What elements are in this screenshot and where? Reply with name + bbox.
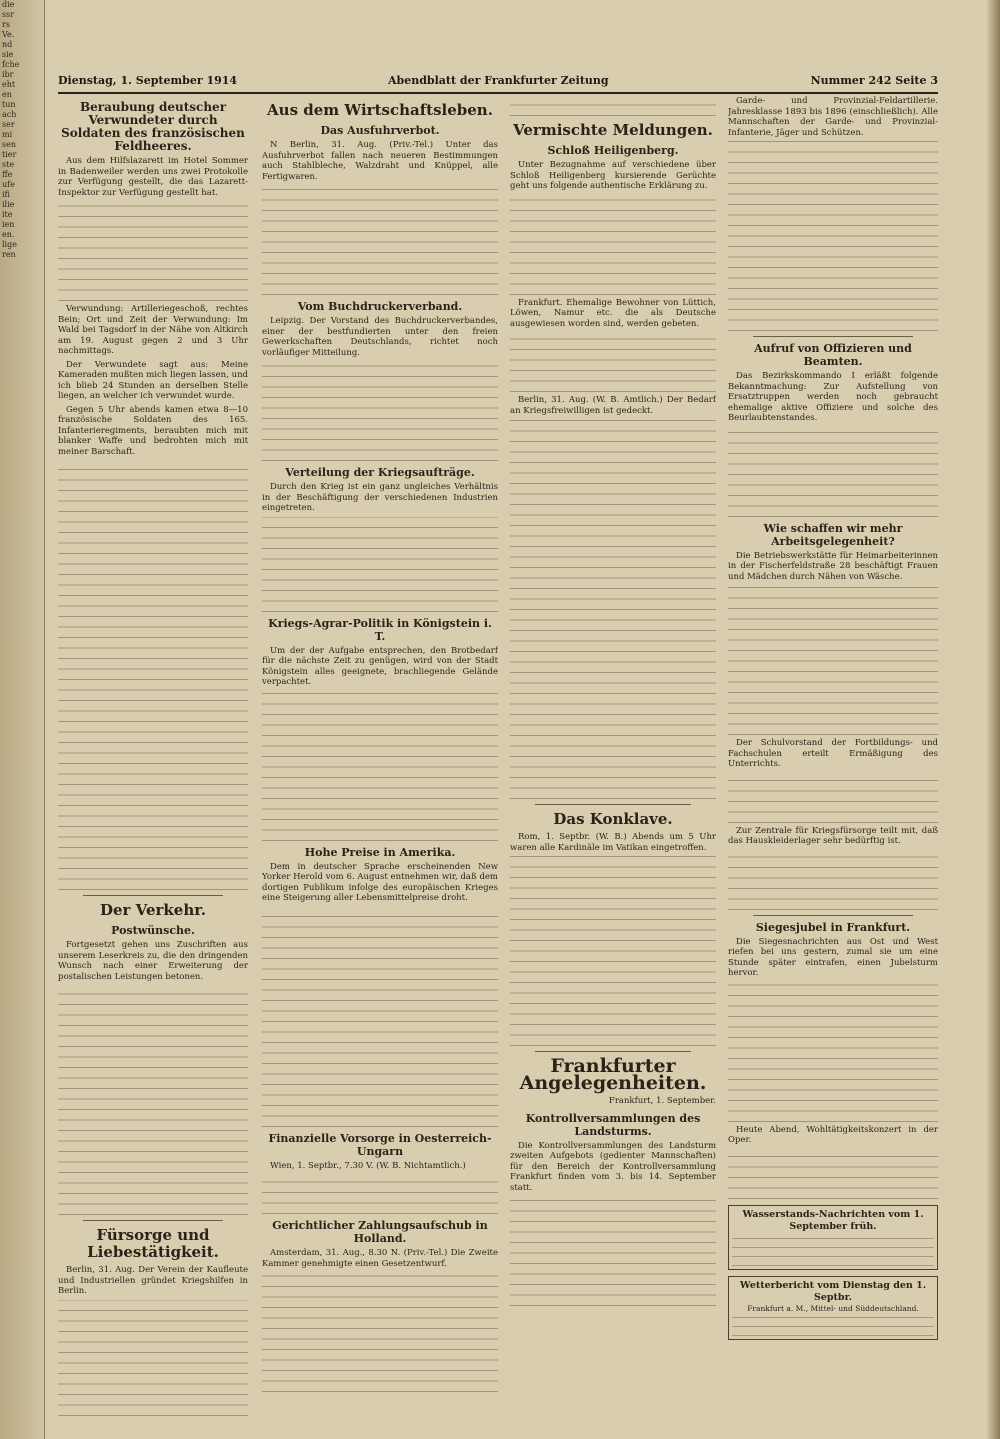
text-block bbox=[728, 427, 938, 517]
article-paragraph: Heute Abend, Wohltätigkeitskonzert in der Oper. bbox=[728, 1124, 938, 1145]
column-2 bbox=[262, 96, 498, 1421]
gutter-fragment: tun bbox=[2, 100, 16, 109]
section-title-frankfurt: Frankfurter Angelegenheiten. bbox=[519, 1055, 707, 1094]
article-paragraph: Das Bezirkskommando I erläßt folgende Bekanntmachung: Zur Aufstellung von Ersatztruppen werden noch gebraucht ehemalige aktive Offiziere und solche des Beurlaubtenstandes. bbox=[728, 371, 938, 423]
page-edge-shadow bbox=[986, 0, 1000, 1439]
section-title-wirtschaft: Aus dem Wirtschaftsleben. bbox=[267, 101, 493, 119]
article-paragraph: Wien, 1. Septbr., 7.30 V. (W. B. Nichtamtlich.) bbox=[270, 1160, 466, 1171]
water-level-title: Wasserstands-Nachrichten vom 1. September früh. bbox=[742, 1208, 924, 1232]
article-paragraph: N Berlin, 31. Aug. (Priv.-Tel.) Unter das Ausfuhrverbot fallen nach neueren Bestimmungen auch Stahlbleche, Walzdraht und Knüppel, alle Fertigwaren. bbox=[262, 140, 498, 182]
text-block bbox=[510, 332, 716, 392]
gutter-fragment: tier bbox=[2, 150, 17, 159]
text-block bbox=[510, 195, 716, 295]
gutter-fragment: ssr bbox=[2, 10, 15, 19]
text-block bbox=[58, 460, 248, 890]
article-paragraph: Fortgesetzt gehen uns Zuschriften aus unserem Leserkreis zu, die den dringenden Wunsch nach einer Erweiterung der postalischen Leistungen betonen. bbox=[58, 940, 248, 982]
subhead-ausfuhrverbot: Das Ausfuhrverbot. bbox=[320, 124, 440, 137]
gutter-fragment: die bbox=[2, 0, 15, 9]
masthead-title: Abendblatt der Frankfurter Zeitung bbox=[388, 74, 609, 87]
section-title-konklave: Das Konklave. bbox=[553, 810, 673, 828]
text-block bbox=[728, 1149, 938, 1199]
column-4 bbox=[728, 96, 938, 1421]
subhead-buchdrucker: Vom Buchdruckerverband. bbox=[297, 300, 463, 313]
subhead-kriegsauftraege: Verteilung der Kriegsaufträge. bbox=[285, 466, 475, 479]
gutter-fragment: fche bbox=[2, 60, 20, 69]
article-paragraph: Leipzig. Der Vorstand des Buchdruckerverbandes, einer der bestfundierten unter den freien Gewerkschaften Deutschlands, richtet noch vorläufiger Mitteilung. bbox=[262, 316, 498, 358]
column-1 bbox=[58, 96, 248, 1421]
text-block bbox=[262, 361, 498, 461]
text-block bbox=[728, 773, 938, 823]
water-level-box bbox=[728, 1205, 938, 1270]
article-paragraph: Zur Zentrale für Kriegsfürsorge teilt mit, daß das Hauskleiderlager sehr bedürftig ist. bbox=[728, 825, 938, 846]
text-block bbox=[728, 585, 938, 735]
text-block bbox=[510, 96, 716, 116]
masthead bbox=[58, 70, 938, 94]
gutter-fragment: rs bbox=[2, 20, 10, 29]
subhead-aufruf: Aufruf von Offizieren und Beamten. bbox=[754, 342, 912, 368]
section-title-vermischte: Vermischte Meldungen. bbox=[513, 121, 713, 139]
gutter-fragment: ste bbox=[2, 160, 15, 169]
article-paragraph: Dem in deutscher Sprache erscheinenden New Yorker Herold vom 6. August entnehmen wir, daß dem dortigen Publikum infolge des europäischen Krieges eine Steigerung aller Lebensmittelpreise droht. bbox=[262, 861, 498, 903]
text-block bbox=[510, 419, 716, 799]
headline-beraubung: Beraubung deutscher Verwundeter durch Soldaten des französischen Feldheeres. bbox=[61, 100, 245, 153]
gutter-fragment: en bbox=[2, 90, 12, 99]
article-paragraph: Unter Bezugnahme auf verschiedene über Schloß Heiligenberg kursierende Gerüchte geht uns folgende authentische Erklärung zu. bbox=[510, 160, 716, 191]
text-block bbox=[728, 850, 938, 910]
subhead-heiligenberg: Schloß Heiligenberg. bbox=[547, 144, 679, 157]
article-paragraph: Durch den Krieg ist ein ganz ungleiches Verhältnis in der Beschäftigung der verschiedenen Industrien eingetreten. bbox=[262, 482, 498, 513]
gutter-fragment: ibr bbox=[2, 70, 14, 79]
section-title-verkehr: Der Verkehr. bbox=[100, 901, 206, 919]
article-paragraph: Garde- und Provinzial-Feldartillerie. Jahresklasse 1893 bis 1896 (einschließlich). Alle Mannschaften der Garde- und Provinzial-Infanterie, Jäger und Schützen. bbox=[728, 96, 938, 138]
subhead-preise-amerika: Hohe Preise in Amerika. bbox=[304, 845, 456, 859]
divider bbox=[753, 336, 913, 337]
article-paragraph: Gegen 5 Uhr abends kamen etwa 8—10 französische Soldaten des 165. Infanterieregiments, beraubten mich mit blanker Waffe und bedrohten mich mit meiner Barschaft. bbox=[58, 404, 248, 457]
text-block bbox=[728, 982, 938, 1122]
weather-report-box bbox=[728, 1276, 938, 1340]
column-3 bbox=[510, 96, 716, 1421]
gutter-fragment: ilie bbox=[2, 200, 15, 209]
article-paragraph: Frankfurt. Ehemalige Bewohner von Lüttich, Löwen, Namur etc. die als Deutsche ausgewiesen worden sind, werden gebeten. bbox=[510, 297, 716, 329]
text-block bbox=[58, 1300, 248, 1422]
article-paragraph: Der Schulvorstand der Fortbildungs- und Fachschulen erteilt Ermäßigung des Unterrichts. bbox=[728, 738, 938, 769]
article-paragraph: Die Siegesnachrichten aus Ost und West riefen bei uns gestern, zumal sie um eine Stunde später eintrafen, einen Jubelsturm hervor. bbox=[728, 936, 938, 978]
subhead-siegesjubel: Siegesjubel in Frankfurt. bbox=[755, 920, 911, 934]
subhead-holland: Gerichtlicher Zahlungsaufschub in Holland. bbox=[272, 1219, 488, 1245]
divider bbox=[83, 1220, 223, 1221]
text-block bbox=[728, 141, 938, 331]
divider bbox=[753, 915, 913, 916]
subhead-kontrollversammlungen: Kontrollversammlungen des Landsturms. bbox=[525, 1111, 701, 1138]
gutter-fragment: Ve. bbox=[2, 30, 15, 39]
gutter-fragment: ufe bbox=[2, 180, 15, 189]
divider bbox=[535, 804, 691, 805]
gutter-fragment: lige bbox=[2, 240, 17, 249]
text-block bbox=[262, 517, 498, 612]
text-block bbox=[510, 856, 716, 1046]
gutter-fragment: mi bbox=[2, 130, 13, 139]
gutter-fragment: ach bbox=[2, 110, 17, 119]
text-block bbox=[58, 201, 248, 301]
text-block bbox=[510, 1196, 716, 1306]
article-paragraph: Berlin, 31. Aug. Der Verein der Kaufleute und Industriellen gründet Kriegshilfen in Berlin. bbox=[58, 1265, 248, 1296]
previous-page-gutter bbox=[0, 0, 45, 1439]
gutter-fragment: nd bbox=[2, 40, 13, 49]
gutter-fragment: ffe bbox=[2, 170, 13, 179]
divider bbox=[535, 1051, 691, 1052]
text-block bbox=[262, 1174, 498, 1214]
article-paragraph: Die Betriebswerkstätte für Heimarbeiterinnen in der Fischerfeldstraße 28 beschäftigt Frauen und Mädchen durch Nähen von Wäsche. bbox=[728, 550, 938, 582]
gutter-fragment: ite bbox=[2, 210, 13, 219]
text-block bbox=[262, 907, 498, 1127]
gutter-fragment: ien bbox=[2, 220, 15, 229]
text-block bbox=[262, 1272, 498, 1392]
text-block bbox=[262, 185, 498, 295]
article-paragraph: Die Kontrollversammlungen des Landsturm zweiten Aufgebots (gedienter Mannschaften) für den Bereich der Kontrollversammlung Frankfurt finden vom 3. bis 14. September statt. bbox=[510, 1140, 716, 1193]
article-paragraph: Um der der Aufgabe entsprechen, den Brotbedarf für die nächste Zeit zu genügen, wird von der Stadt Königstein alles geeignete, brachliegende Gelände verpachtet. bbox=[262, 645, 498, 687]
section-title-fuersorge: Fürsorge und Liebestätigkeit. bbox=[87, 1226, 219, 1261]
article-paragraph: Verwundung: Artilleriegeschoß, rechtes Bein; Ort und Zeit der Verwundung: Im Wald bei Tagsdorf in der Nähe von Altkirch am 19. August gegen 2 und 3 Uhr nachmittags. bbox=[58, 304, 248, 356]
gutter-fragment: ren bbox=[2, 250, 16, 259]
water-level-table bbox=[732, 1236, 934, 1266]
article-paragraph: Rom, 1. Septbr. (W. B.) Abends um 5 Uhr waren alle Kardinäle im Vatikan eingetroffen. bbox=[510, 832, 716, 853]
gutter-fragment: sie bbox=[2, 50, 14, 59]
masthead-page-number: Nummer 242 Seite 3 bbox=[810, 74, 938, 87]
subhead-agrarpolitik: Kriegs-Agrar-Politik in Königstein i. T. bbox=[268, 616, 492, 643]
divider bbox=[83, 895, 223, 896]
text-block bbox=[262, 691, 498, 841]
gutter-fragment: en. bbox=[2, 230, 15, 239]
gutter-fragment: sen bbox=[2, 140, 16, 149]
gutter-fragment: ser bbox=[2, 120, 15, 129]
article-paragraph: Berlin, 31. Aug. (W. B. Amtlich.) Der Bedarf an Kriegsfreiwilligen ist gedeckt. bbox=[510, 395, 716, 416]
dateline: Frankfurt, 1. September. bbox=[608, 1096, 716, 1106]
article-paragraph: Der Verwundete sagt aus: Meine Kameraden mußten mich liegen lassen, und ich blieb 24 Stunden an derselben Stelle liegen, an welcher ich verwundet wurde. bbox=[58, 359, 248, 401]
article-paragraph: Amsterdam, 31. Aug., 8.30 N. (Priv.-Tel.) Die Zweite Kammer genehmigte einen Gesetzentwurf. bbox=[262, 1248, 498, 1269]
article-paragraph: Aus dem Hilfslazarett im Hotel Sommer in Badenweiler werden uns zwei Protokolle zur Verfügung gestellt, die das Lazarett-Inspektor zur Verfügung gestellt hat. bbox=[58, 156, 248, 198]
weather-report-title: Wetterbericht vom Dienstag den 1. Septbr. bbox=[739, 1279, 927, 1303]
weather-report-subtitle: Frankfurt a. M., Mittel- und Süddeutschland. bbox=[747, 1303, 919, 1313]
weather-report-text bbox=[732, 1316, 934, 1336]
masthead-date: Dienstag, 1. September 1914 bbox=[58, 74, 238, 87]
gutter-fragment: eht bbox=[2, 80, 16, 89]
subhead-oesterreich: Finanzielle Vorsorge in Oesterreich-Ungarn bbox=[268, 1131, 492, 1158]
subhead-arbeitsgelegenheit: Wie schaffen wir mehr Arbeitsgelegenheit? bbox=[763, 521, 903, 548]
subhead-postwuensche: Postwünsche. bbox=[111, 924, 195, 937]
text-block bbox=[58, 985, 248, 1215]
gutter-fragment: ifi bbox=[2, 190, 10, 199]
